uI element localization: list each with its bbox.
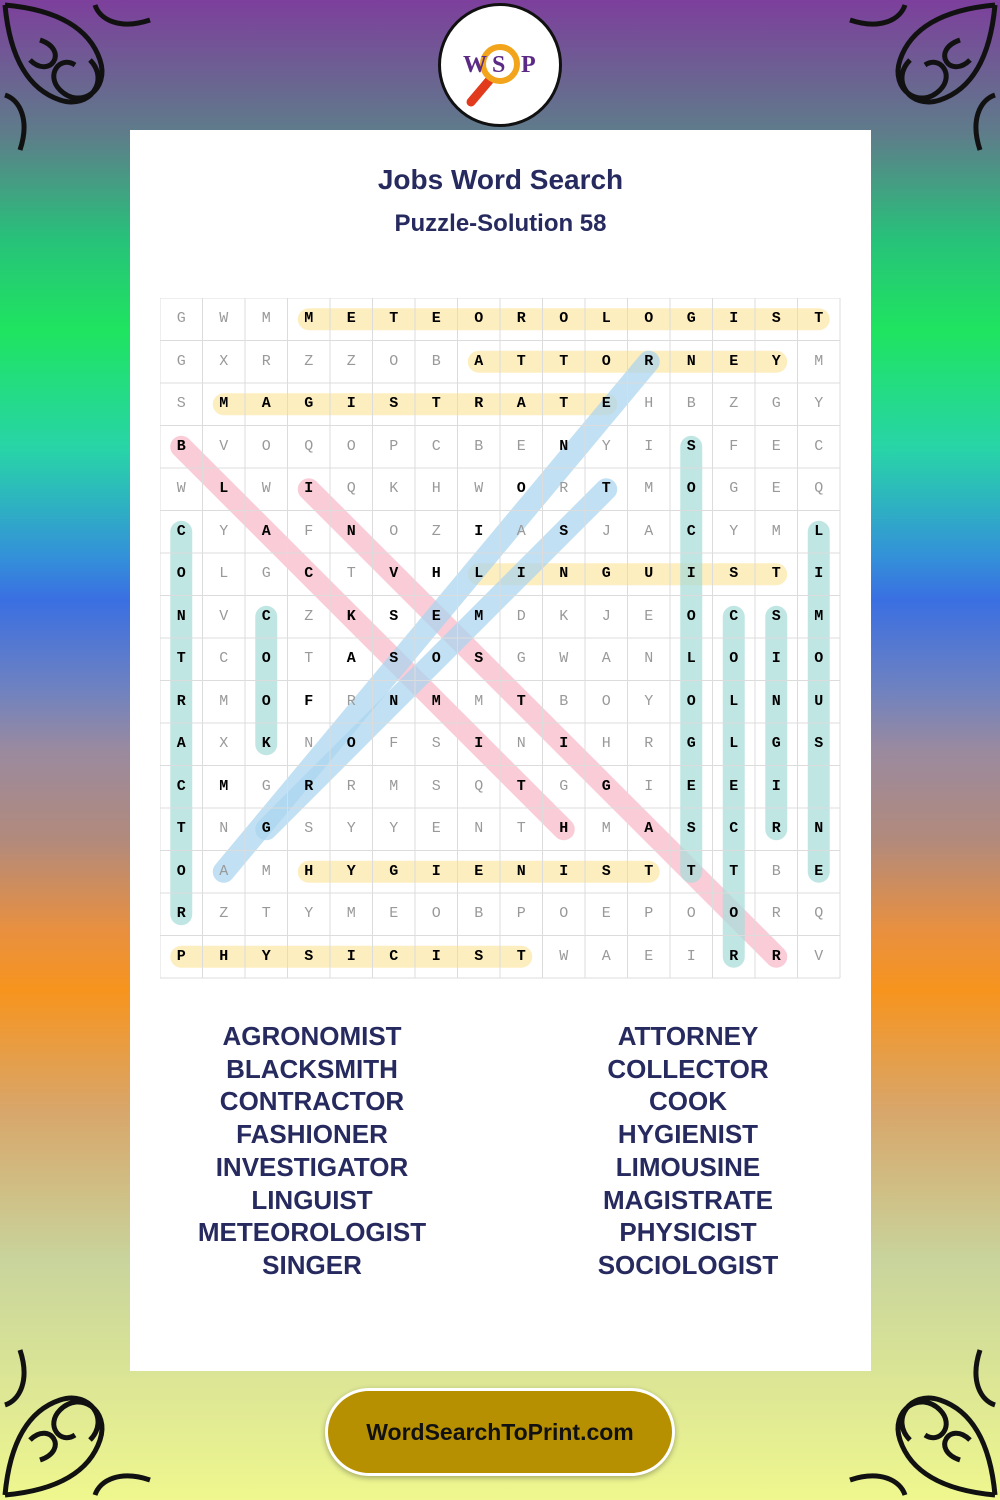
grid-cell[interactable]: O — [814, 650, 824, 667]
grid-cell[interactable]: O — [559, 905, 569, 922]
grid-cell[interactable]: I — [431, 862, 441, 880]
grid-cell[interactable]: A — [516, 395, 526, 412]
grid-cell[interactable]: Q — [814, 480, 824, 497]
grid-cell[interactable]: E — [516, 437, 526, 455]
grid-cell[interactable]: O — [644, 310, 654, 327]
grid-cell[interactable]: K — [389, 480, 399, 497]
grid-cell[interactable]: Z — [304, 352, 314, 370]
grid-cell[interactable]: E — [644, 947, 654, 965]
grid-cell[interactable]: Y — [729, 522, 739, 540]
grid-cell[interactable]: S — [559, 522, 569, 540]
grid-cell[interactable]: E — [771, 437, 781, 455]
grid-cell[interactable]: A — [644, 820, 654, 837]
grid-cell[interactable]: B — [176, 437, 186, 455]
grid-cell[interactable]: C — [261, 607, 271, 625]
grid-cell[interactable]: M — [601, 820, 611, 837]
grid-cell[interactable]: T — [771, 565, 781, 582]
grid-cell[interactable]: K — [261, 735, 271, 752]
grid-cell[interactable]: S — [686, 437, 696, 455]
grid-cell[interactable]: G — [389, 862, 399, 880]
grid-cell[interactable]: O — [559, 310, 569, 327]
grid-cell[interactable]: O — [261, 692, 271, 710]
grid-cell[interactable]: C — [176, 777, 186, 795]
word-list-item: CONTRACTOR — [219, 1086, 405, 1117]
grid-cell[interactable]: Y — [814, 395, 824, 412]
grid-cell[interactable]: I — [346, 947, 356, 965]
word-list-item: LIMOUSINE — [615, 1151, 761, 1182]
grid-cell[interactable]: W — [474, 480, 484, 497]
grid-cell[interactable]: B — [431, 352, 441, 370]
grid-cell[interactable]: V — [814, 947, 824, 965]
logo-letter-s: S — [492, 52, 506, 78]
grid-cell[interactable]: N — [219, 820, 229, 837]
grid-cell[interactable]: O — [601, 692, 611, 710]
grid-cell[interactable]: O — [176, 862, 186, 880]
grid-cell[interactable]: N — [814, 820, 824, 837]
grid-cell[interactable]: R — [644, 352, 654, 370]
grid-cell[interactable]: N — [346, 522, 356, 540]
grid-cell[interactable]: B — [686, 395, 696, 412]
grid-cell[interactable]: J — [601, 522, 611, 540]
word-list-item: LINGUIST — [251, 1184, 373, 1215]
grid-cell[interactable]: W — [559, 650, 569, 667]
grid-cell[interactable]: E — [686, 777, 696, 795]
grid-cell[interactable]: Q — [814, 905, 824, 922]
grid-cell[interactable]: R — [346, 777, 356, 795]
grid-cell[interactable]: Y — [389, 820, 399, 837]
grid-cell[interactable]: N — [516, 735, 526, 752]
grid-cell[interactable]: C — [304, 565, 314, 582]
grid-cell[interactable]: A — [601, 650, 611, 667]
grid-cell[interactable]: O — [729, 650, 739, 667]
grid-cell[interactable]: S — [474, 947, 484, 965]
grid-cell[interactable]: S — [304, 820, 314, 837]
grid-cell[interactable]: S — [389, 607, 399, 625]
grid-cell[interactable]: I — [814, 565, 824, 582]
grid-cell[interactable]: T — [686, 862, 696, 880]
grid-cell[interactable]: E — [389, 905, 399, 922]
grid-cell[interactable]: O — [686, 692, 696, 710]
grid-cell[interactable]: R — [176, 905, 186, 922]
grid-cell[interactable]: O — [474, 310, 484, 327]
grid-cell[interactable]: S — [601, 862, 611, 880]
grid-cell[interactable]: M — [304, 310, 314, 327]
grid-cell[interactable]: R — [771, 947, 781, 965]
grid-cell[interactable]: M — [219, 395, 229, 412]
grid-cell[interactable]: H — [304, 862, 314, 880]
grid-cell[interactable]: X — [219, 352, 229, 370]
grid-cell[interactable]: T — [389, 310, 399, 327]
grid-cell[interactable]: G — [771, 735, 781, 752]
grid-cell[interactable]: O — [389, 352, 399, 370]
grid-cell[interactable]: B — [559, 692, 569, 710]
grid-cell[interactable]: N — [389, 692, 399, 710]
grid-cell[interactable]: L — [219, 480, 229, 497]
grid-cell[interactable]: T — [516, 820, 526, 837]
page-title: Jobs Word Search — [377, 164, 624, 195]
grid-cell[interactable]: M — [474, 692, 484, 710]
grid-cell[interactable]: M — [261, 310, 271, 327]
grid-cell[interactable]: I — [771, 650, 781, 667]
site-link-button[interactable] — [325, 1388, 675, 1476]
grid-cell[interactable]: C — [219, 650, 229, 667]
grid-cell[interactable]: G — [601, 565, 611, 582]
logo-letter-w: W — [463, 52, 487, 78]
grid-cell[interactable]: I — [304, 480, 314, 497]
grid-cell[interactable]: C — [729, 607, 739, 625]
grid-cell[interactable]: H — [559, 820, 569, 837]
grid-cell[interactable]: R — [729, 947, 739, 965]
grid-cell[interactable]: N — [771, 692, 781, 710]
grid-cell[interactable]: M — [261, 862, 271, 880]
grid-cell[interactable]: B — [474, 905, 484, 922]
grid-cell[interactable]: O — [686, 480, 696, 497]
grid-cell[interactable]: T — [559, 395, 569, 412]
grid-cell[interactable]: A — [219, 862, 229, 880]
grid-cell[interactable]: A — [601, 947, 611, 965]
grid-cell[interactable]: I — [559, 735, 569, 752]
puzzle-card — [130, 130, 871, 1371]
grid-cell[interactable]: O — [516, 480, 526, 497]
grid-cell[interactable]: G — [261, 565, 271, 582]
grid-cell[interactable]: E — [431, 820, 441, 837]
grid-cell[interactable]: P — [176, 947, 186, 965]
grid-cell[interactable]: A — [644, 522, 654, 540]
grid-cell[interactable]: N — [644, 650, 654, 667]
grid-cell[interactable]: H — [644, 395, 654, 412]
grid-cell[interactable]: I — [686, 947, 696, 965]
grid-cell[interactable]: E — [474, 862, 484, 880]
grid-cell[interactable]: G — [304, 395, 314, 412]
grid-cell[interactable]: O — [431, 650, 441, 667]
grid-cell[interactable]: E — [771, 480, 781, 497]
grid-cell[interactable]: S — [686, 820, 696, 837]
grid-cell[interactable]: T — [516, 352, 526, 370]
grid-cell[interactable]: G — [729, 480, 739, 497]
grid-cell[interactable]: I — [559, 862, 569, 880]
grid-cell[interactable]: T — [814, 310, 824, 327]
grid-cell[interactable]: G — [601, 777, 611, 795]
grid-cell[interactable]: S — [771, 310, 781, 327]
logo-letter-p: P — [521, 52, 536, 78]
grid-cell[interactable]: E — [346, 310, 356, 327]
word-list-item: COOK — [649, 1086, 727, 1117]
grid-cell[interactable]: A — [474, 352, 484, 370]
grid-cell[interactable]: V — [389, 565, 399, 582]
grid-cell[interactable]: M — [346, 905, 356, 922]
grid-cell[interactable]: S — [431, 735, 441, 752]
grid-cell[interactable]: T — [644, 862, 654, 880]
word-list-item: SOCIOLOGIST — [597, 1249, 779, 1280]
grid-cell[interactable]: A — [516, 522, 526, 540]
grid-cell[interactable]: F — [729, 437, 739, 455]
grid-cell[interactable]: G — [176, 310, 186, 327]
grid-cell[interactable]: C — [729, 820, 739, 837]
grid-cell[interactable]: Z — [346, 352, 356, 370]
word-list-item: BLACKSMITH — [226, 1053, 398, 1084]
word-list-item: HYGIENIST — [617, 1119, 759, 1150]
grid-cell[interactable]: B — [474, 437, 484, 455]
grid-cell[interactable]: S — [304, 947, 314, 965]
grid-cell[interactable]: G — [686, 735, 696, 752]
grid-cell[interactable]: R — [559, 480, 569, 497]
grid-cell[interactable]: T — [176, 650, 186, 667]
grid-cell[interactable]: S — [431, 777, 441, 795]
grid-cell[interactable]: Y — [304, 905, 314, 922]
word-list-item: SINGER — [262, 1249, 362, 1280]
grid-cell[interactable]: M — [389, 777, 399, 795]
grid-cell[interactable]: H — [219, 947, 229, 965]
grid-cell[interactable]: T — [304, 650, 314, 667]
grid-cell[interactable]: X — [219, 735, 229, 752]
grid-cell[interactable]: T — [346, 565, 356, 582]
grid-cell[interactable]: R — [176, 692, 186, 710]
grid-cell[interactable]: A — [261, 395, 271, 412]
grid-cell[interactable]: I — [431, 947, 441, 965]
grid-cell[interactable]: M — [814, 352, 824, 370]
grid-cell[interactable]: W — [219, 310, 229, 327]
grid-cell[interactable]: N — [176, 607, 186, 625]
grid-cell[interactable]: N — [559, 437, 569, 455]
grid-cell[interactable]: T — [516, 947, 526, 965]
grid-cell[interactable]: G — [686, 310, 696, 327]
word-list-right — [508, 1020, 868, 1282]
grid-cell[interactable]: K — [346, 607, 356, 625]
grid-cell[interactable]: Y — [771, 352, 781, 370]
grid-cell[interactable]: E — [644, 607, 654, 625]
grid-cell[interactable]: J — [601, 607, 611, 625]
grid-cell[interactable]: I — [644, 777, 654, 795]
grid-cell[interactable]: O — [261, 437, 271, 455]
grid-cell[interactable]: O — [601, 352, 611, 370]
grid-cell[interactable]: C — [431, 437, 441, 455]
grid-cell[interactable]: G — [559, 777, 569, 795]
grid-cell[interactable]: V — [219, 607, 229, 625]
word-list-item: INVESTIGATOR — [215, 1151, 409, 1182]
word-search-grid — [160, 298, 841, 979]
grid-cell[interactable]: G — [516, 650, 526, 667]
grid-cell[interactable]: Y — [644, 692, 654, 710]
grid-cell[interactable]: S — [771, 607, 781, 625]
grid-letters — [160, 298, 841, 979]
grid-cell[interactable]: R — [261, 352, 271, 370]
grid-cell[interactable]: T — [176, 820, 186, 837]
grid-cell[interactable]: R — [474, 395, 484, 412]
site-link-label: WordSearchToPrint.com — [366, 1418, 634, 1445]
grid-cell[interactable]: U — [644, 565, 654, 582]
grid-cell[interactable]: T — [516, 692, 526, 710]
grid-cell[interactable]: O — [346, 437, 356, 455]
grid-cell[interactable]: E — [431, 607, 441, 625]
grid-cell[interactable]: I — [644, 437, 654, 455]
grid-cell[interactable]: S — [474, 650, 484, 667]
grid-cell[interactable]: R — [771, 905, 781, 922]
grid-cell[interactable]: M — [474, 607, 484, 625]
word-list-item: METEOROLOGIST — [197, 1217, 427, 1248]
grid-cell[interactable]: R — [644, 735, 654, 752]
grid-cell[interactable]: N — [516, 862, 526, 880]
grid-cell[interactable]: W — [261, 480, 271, 497]
grid-cell[interactable]: Z — [431, 522, 441, 540]
grid-cell[interactable]: O — [261, 650, 271, 667]
grid-cell[interactable]: O — [686, 905, 696, 922]
page-subtitle: Puzzle-Solution 58 — [394, 210, 607, 237]
grid-cell[interactable]: E — [729, 352, 739, 370]
grid-cell[interactable]: F — [389, 735, 399, 752]
grid-cell[interactable]: T — [261, 905, 271, 922]
grid-cell[interactable]: N — [474, 820, 484, 837]
grid-cell[interactable]: T — [601, 480, 611, 497]
grid-cell[interactable]: C — [176, 522, 186, 540]
word-list-item: MAGISTRATE — [603, 1184, 773, 1215]
grid-cell[interactable]: I — [729, 310, 739, 327]
grid-cell[interactable]: Y — [261, 947, 271, 965]
grid-cell[interactable]: S — [389, 395, 399, 412]
grid-cell[interactable]: Y — [219, 522, 229, 540]
grid-cell[interactable]: L — [814, 522, 824, 540]
grid-cell[interactable]: D — [516, 607, 526, 625]
grid-cell[interactable]: R — [304, 777, 314, 795]
grid-cell[interactable]: O — [686, 607, 696, 625]
grid-cell[interactable]: R — [346, 692, 356, 710]
grid-cell[interactable]: L — [686, 650, 696, 667]
grid-cell[interactable]: Z — [219, 905, 229, 922]
grid-cell[interactable]: C — [389, 947, 399, 965]
grid-cell[interactable]: R — [771, 820, 781, 837]
word-list-item: ATTORNEY — [617, 1021, 759, 1051]
grid-cell[interactable]: M — [219, 777, 229, 795]
grid-cell[interactable]: M — [431, 692, 441, 710]
grid-cell[interactable]: G — [176, 352, 186, 370]
grid-cell[interactable]: V — [219, 437, 229, 455]
grid-cell[interactable]: N — [686, 352, 696, 370]
grid-cell[interactable]: E — [814, 862, 824, 880]
grid-cell[interactable]: L — [474, 565, 484, 582]
grid-cell[interactable]: B — [771, 862, 781, 880]
grid-cell[interactable]: H — [601, 735, 611, 752]
word-list-item: COLLECTOR — [607, 1053, 769, 1084]
grid-cell[interactable]: G — [261, 820, 271, 837]
grid-cell[interactable]: Q — [474, 777, 484, 795]
grid-cell[interactable]: W — [176, 480, 186, 497]
word-list-item: FASHIONER — [236, 1119, 388, 1150]
grid-cell[interactable]: F — [304, 522, 314, 540]
grid-cell[interactable]: M — [771, 522, 781, 540]
grid-cell[interactable]: Q — [346, 480, 356, 497]
grid-cell[interactable]: P — [644, 905, 654, 922]
grid-cell[interactable]: E — [601, 905, 611, 922]
site-logo[interactable] — [438, 3, 562, 127]
grid-cell[interactable]: Q — [304, 437, 314, 455]
grid-cell[interactable]: S — [729, 565, 739, 582]
grid-cell[interactable]: S — [176, 395, 186, 412]
grid-cell[interactable]: S — [814, 735, 824, 752]
grid-cell[interactable]: I — [346, 395, 356, 412]
grid-cell[interactable]: M — [814, 607, 824, 625]
grid-cell[interactable]: W — [559, 947, 569, 965]
grid-cell[interactable]: G — [261, 777, 271, 795]
grid-cell[interactable]: O — [389, 522, 399, 540]
grid-cell[interactable]: A — [261, 522, 271, 540]
grid-cell[interactable]: E — [601, 395, 611, 412]
grid-cell[interactable]: Y — [601, 437, 611, 455]
grid-cell[interactable]: G — [771, 395, 781, 412]
grid-cell[interactable]: K — [559, 607, 569, 625]
grid-cell[interactable]: N — [304, 735, 314, 752]
grid-cell[interactable]: I — [516, 565, 526, 582]
grid-cell[interactable]: R — [516, 310, 526, 327]
grid-cell[interactable]: H — [431, 565, 441, 582]
grid-cell[interactable]: A — [346, 650, 356, 667]
grid-cell[interactable]: I — [686, 565, 696, 582]
grid-cell[interactable]: M — [219, 692, 229, 710]
grid-cell[interactable]: P — [516, 905, 526, 922]
magnifier-logo-icon — [441, 6, 559, 124]
grid-cell[interactable]: F — [304, 692, 314, 710]
word-list-item: AGRONOMIST — [222, 1021, 402, 1051]
grid-cell[interactable]: O — [431, 905, 441, 922]
grid-cell[interactable]: L — [729, 692, 739, 710]
grid-cell[interactable]: L — [601, 310, 611, 327]
grid-cell[interactable]: O — [176, 565, 186, 582]
grid-cell[interactable]: I — [771, 777, 781, 795]
grid-cell[interactable]: C — [814, 437, 824, 455]
grid-cell[interactable]: L — [729, 735, 739, 752]
grid-cell[interactable]: Z — [304, 607, 314, 625]
grid-cell[interactable]: N — [559, 565, 569, 582]
grid-cell[interactable]: S — [389, 650, 399, 667]
word-list-item: PHYSICIST — [619, 1217, 757, 1248]
grid-cell[interactable]: O — [729, 905, 739, 922]
grid-cell[interactable]: U — [814, 692, 824, 710]
grid-cell[interactable]: T — [729, 862, 739, 880]
grid-cell[interactable]: Y — [346, 820, 356, 837]
grid-cell[interactable]: Z — [729, 395, 739, 412]
grid-cell[interactable]: I — [474, 522, 484, 540]
grid-cell[interactable]: A — [176, 735, 186, 752]
grid-cell[interactable]: C — [686, 522, 696, 540]
grid-cell[interactable]: Y — [346, 862, 356, 880]
grid-cell[interactable]: T — [516, 777, 526, 795]
grid-cell[interactable]: I — [474, 735, 484, 752]
grid-cell[interactable]: O — [346, 735, 356, 752]
grid-cell[interactable]: M — [644, 480, 654, 497]
grid-cell[interactable]: T — [559, 352, 569, 370]
grid-cell[interactable]: H — [431, 480, 441, 497]
grid-cell[interactable]: E — [729, 777, 739, 795]
grid-cell[interactable]: L — [219, 565, 229, 582]
grid-cell[interactable]: T — [431, 395, 441, 412]
word-list-left — [132, 1020, 492, 1282]
grid-cell[interactable]: P — [389, 437, 399, 455]
grid-cell[interactable]: E — [431, 310, 441, 327]
